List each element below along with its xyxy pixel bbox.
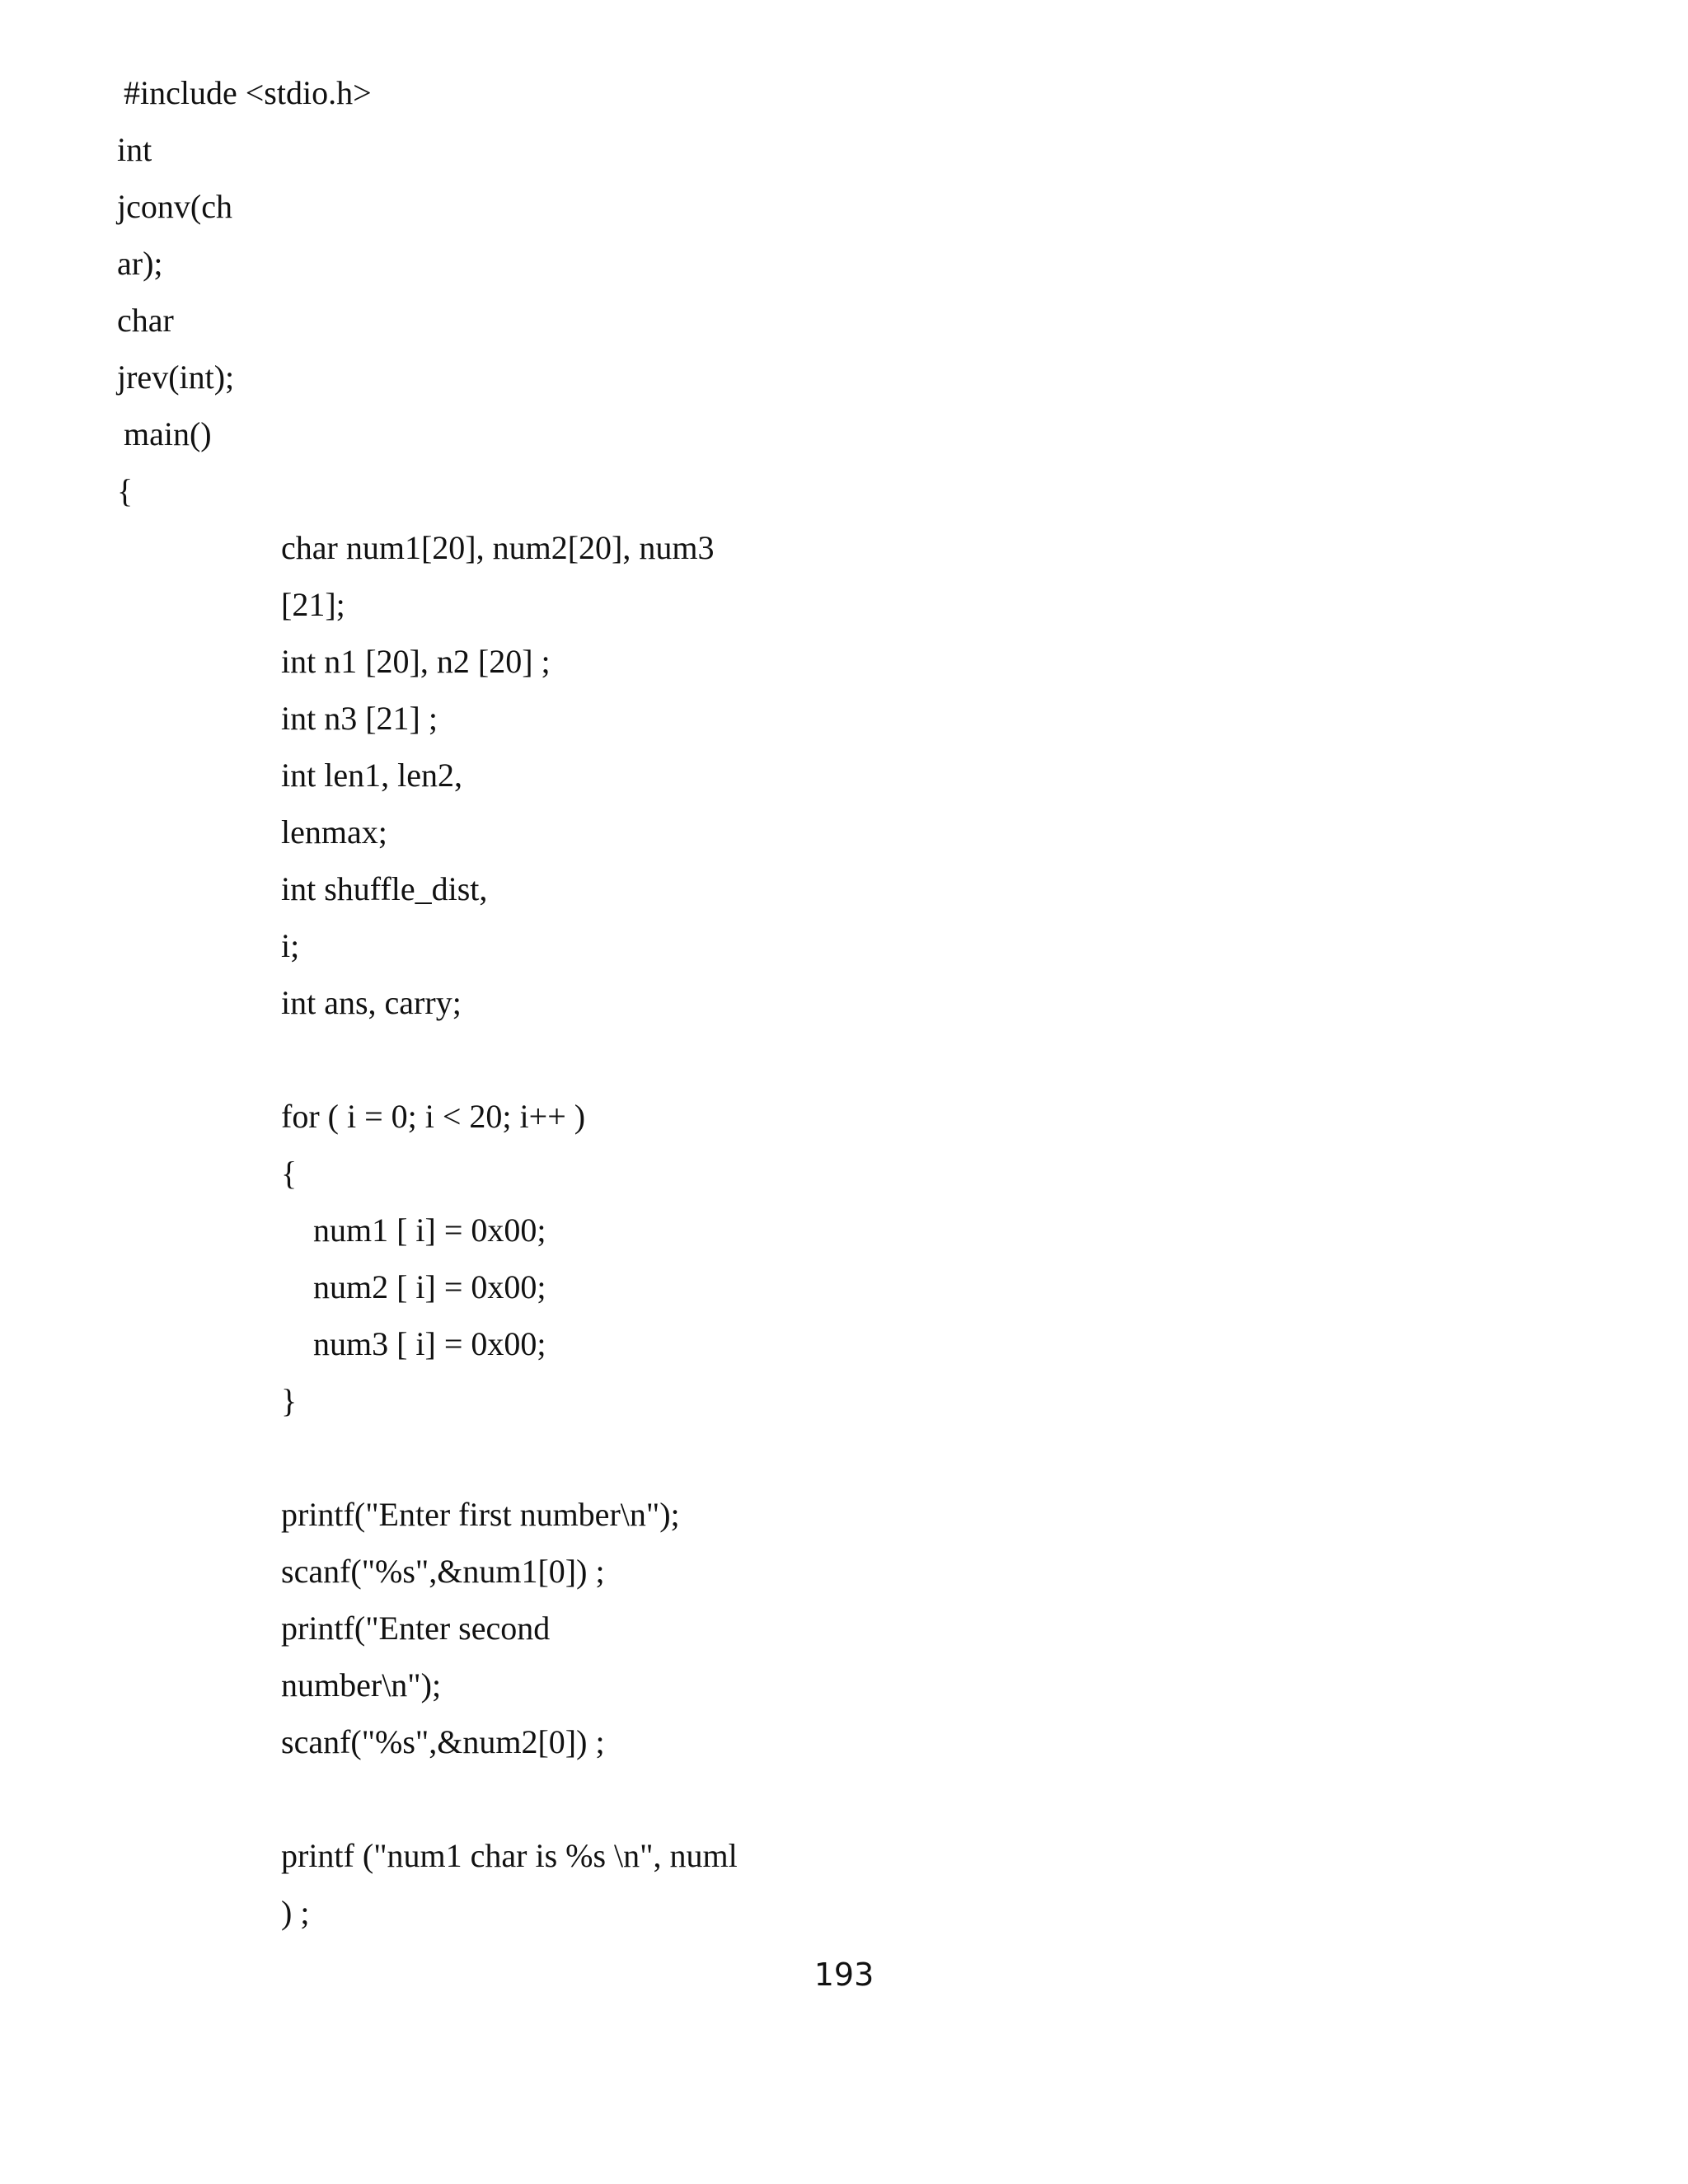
code-line: lenmax; [281,813,387,851]
code-line: main() [124,415,212,452]
code-line: scanf("%s",&num2[0]) ; [281,1723,605,1760]
code-line: int [117,131,152,168]
code-line: num2 [ i] = 0x00; [313,1268,546,1305]
code-line: ) ; [281,1894,310,1931]
code-line: [21]; [281,586,345,623]
code-line: jrev(int); [117,359,235,396]
code-line: } [281,1382,298,1419]
code-line: int ans, carry; [281,984,462,1021]
code-line: number\n"); [281,1666,442,1704]
page-number: 193 [814,1957,874,1993]
code-line: int shuffle_dist, [281,870,488,907]
code-line: printf("Enter first number\n"); [281,1496,680,1533]
code-line: char num1[20], num2[20], num3 [281,529,715,566]
code-line: ar); [117,245,163,282]
code-line: i; [281,927,300,964]
code-line: scanf("%s",&num1[0]) ; [281,1553,605,1590]
code-line: char [117,302,174,339]
code-line: jconv(ch [117,188,232,225]
code-line: { [117,472,134,509]
code-line: num3 [ i] = 0x00; [313,1325,546,1362]
code-line: for ( i = 0; i < 20; i++ ) [281,1098,586,1135]
code-line: printf ("num1 char is %s \n", numl [281,1837,738,1874]
code-line: int len1, len2, [281,757,462,794]
code-line: { [281,1155,298,1192]
code-line: int n1 [20], n2 [20] ; [281,643,551,680]
code-line: #include <stdio.h> [124,74,372,111]
code-line: num1 [ i] = 0x00; [313,1212,546,1249]
code-line: int n3 [21] ; [281,700,438,737]
code-line: printf("Enter second [281,1610,551,1647]
